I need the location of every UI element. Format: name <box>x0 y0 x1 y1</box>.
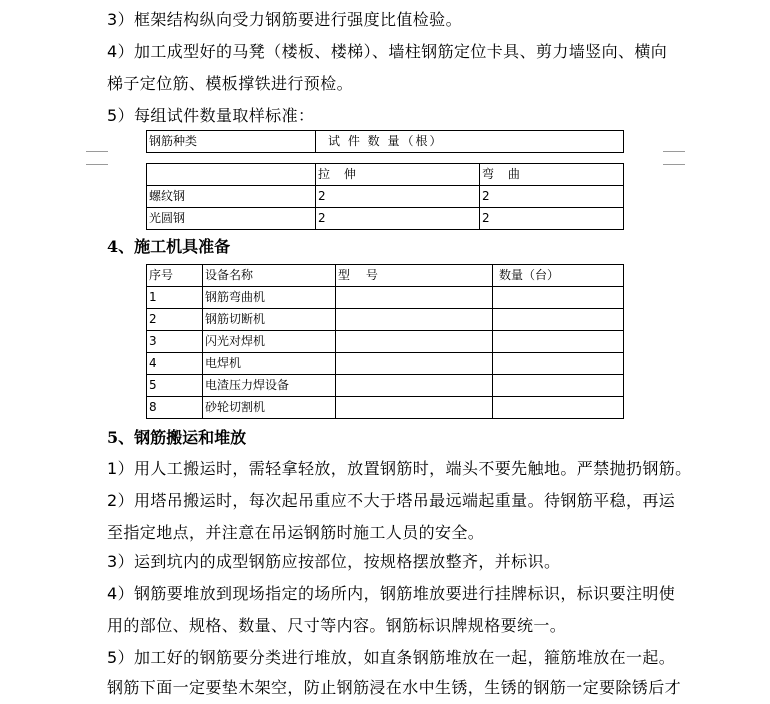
table-cell: 闪光对焊机 <box>203 331 336 353</box>
table-cell <box>336 353 493 375</box>
table-cell <box>336 287 493 309</box>
table-row <box>147 208 624 230</box>
table-cell <box>336 331 493 353</box>
paragraph-5-5-line-1: 5）加工好的钢筋要分类进行堆放，如直条钢筋堆放在一起，箍筋堆放在一起。 <box>107 648 676 667</box>
table-cell: 弯 曲 <box>480 164 624 186</box>
paragraph-4-line-1: 4）加工成型好的马凳（楼板、楼梯）、墙柱钢筋定位卡具、剪力墙竖向、横向 <box>107 42 668 61</box>
table-cell <box>493 353 624 375</box>
sample-col-count-header: 试 件 数 量（根） <box>316 131 624 153</box>
paragraph-5-4-line-2: 用的部位、规格、数量、尺寸等内容。钢筋标识牌规格要统一。 <box>107 616 567 635</box>
table-cell: 砂轮切割机 <box>203 397 336 419</box>
table-cell: 2 <box>147 309 203 331</box>
table-header-cell: 数量（台） <box>493 265 624 287</box>
table-cell: 光圆钢 <box>147 208 316 230</box>
table-row <box>147 265 624 287</box>
table-cell <box>336 375 493 397</box>
table-cell: 2 <box>480 186 624 208</box>
paragraph-5-1: 1）用人工搬运时，需轻拿轻放，放置钢筋时，端头不要先触地。严禁抛扔钢筋。 <box>107 459 692 478</box>
table-cell: 拉 伸 <box>316 164 480 186</box>
table-cell: 2 <box>316 186 480 208</box>
table-cell <box>336 309 493 331</box>
table-header-cell: 设备名称 <box>203 265 336 287</box>
section-5-heading: 5、钢筋搬运和堆放 <box>107 428 247 447</box>
paragraph-5-5-line-2: 钢筋下面一定要垫木架空，防止钢筋浸在水中生锈，生锈的钢筋一定要除锈后才 <box>107 678 682 697</box>
table-row <box>147 397 624 419</box>
page-break-marker-left <box>86 151 108 165</box>
table-cell <box>336 397 493 419</box>
paragraph-5-2-line-1: 2）用塔吊搬运时，每次起吊重应不大于塔吊最远端起重量。待钢筋平稳，再运 <box>107 491 676 510</box>
table-cell <box>493 375 624 397</box>
table-cell: 电焊机 <box>203 353 336 375</box>
table-cell: 钢筋弯曲机 <box>203 287 336 309</box>
table-row <box>147 186 624 208</box>
table-cell <box>493 309 624 331</box>
table-cell: 2 <box>480 208 624 230</box>
table-row <box>147 375 624 397</box>
table-cell: 2 <box>316 208 480 230</box>
table-cell: 电渣压力焊设备 <box>203 375 336 397</box>
paragraph-5-4-line-1: 4）钢筋要堆放到现场指定的场所内，钢筋堆放要进行挂牌标识，标识要注明使 <box>107 584 676 603</box>
paragraph-5-2-line-2: 至指定地点，并注意在吊运钢筋时施工人员的安全。 <box>107 523 485 542</box>
table-row <box>147 287 624 309</box>
table-cell <box>147 164 316 186</box>
section-4-heading: 4、施工机具准备 <box>107 237 231 256</box>
sample-table-header <box>146 130 624 153</box>
table-cell: 螺纹钢 <box>147 186 316 208</box>
page-break-marker-right <box>663 151 685 165</box>
table-cell: 钢筋切断机 <box>203 309 336 331</box>
paragraph-3: 3）框架结构纵向受力钢筋要进行强度比值检验。 <box>107 10 462 29</box>
table-header-cell: 序号 <box>147 265 203 287</box>
equipment-table <box>146 264 624 419</box>
table-header-cell: 型 号 <box>336 265 493 287</box>
table-cell <box>493 287 624 309</box>
table-cell: 4 <box>147 353 203 375</box>
table-cell: 8 <box>147 397 203 419</box>
table-cell: 1 <box>147 287 203 309</box>
table-cell <box>493 397 624 419</box>
table-cell <box>493 331 624 353</box>
table-row <box>147 164 624 186</box>
table-cell: 3 <box>147 331 203 353</box>
table-row <box>147 353 624 375</box>
table-cell: 5 <box>147 375 203 397</box>
table-row <box>147 309 624 331</box>
sample-table <box>146 163 624 230</box>
paragraph-4-line-2: 梯子定位筋、模板撑铁进行预检。 <box>107 74 354 93</box>
paragraph-5-3: 3）运到坑内的成型钢筋应按部位，按规格摆放整齐，并标识。 <box>107 552 561 571</box>
paragraph-5: 5）每组试件数量取样标准： <box>107 106 315 125</box>
sample-col-type-header: 钢筋种类 <box>147 131 316 153</box>
table-row <box>147 331 624 353</box>
